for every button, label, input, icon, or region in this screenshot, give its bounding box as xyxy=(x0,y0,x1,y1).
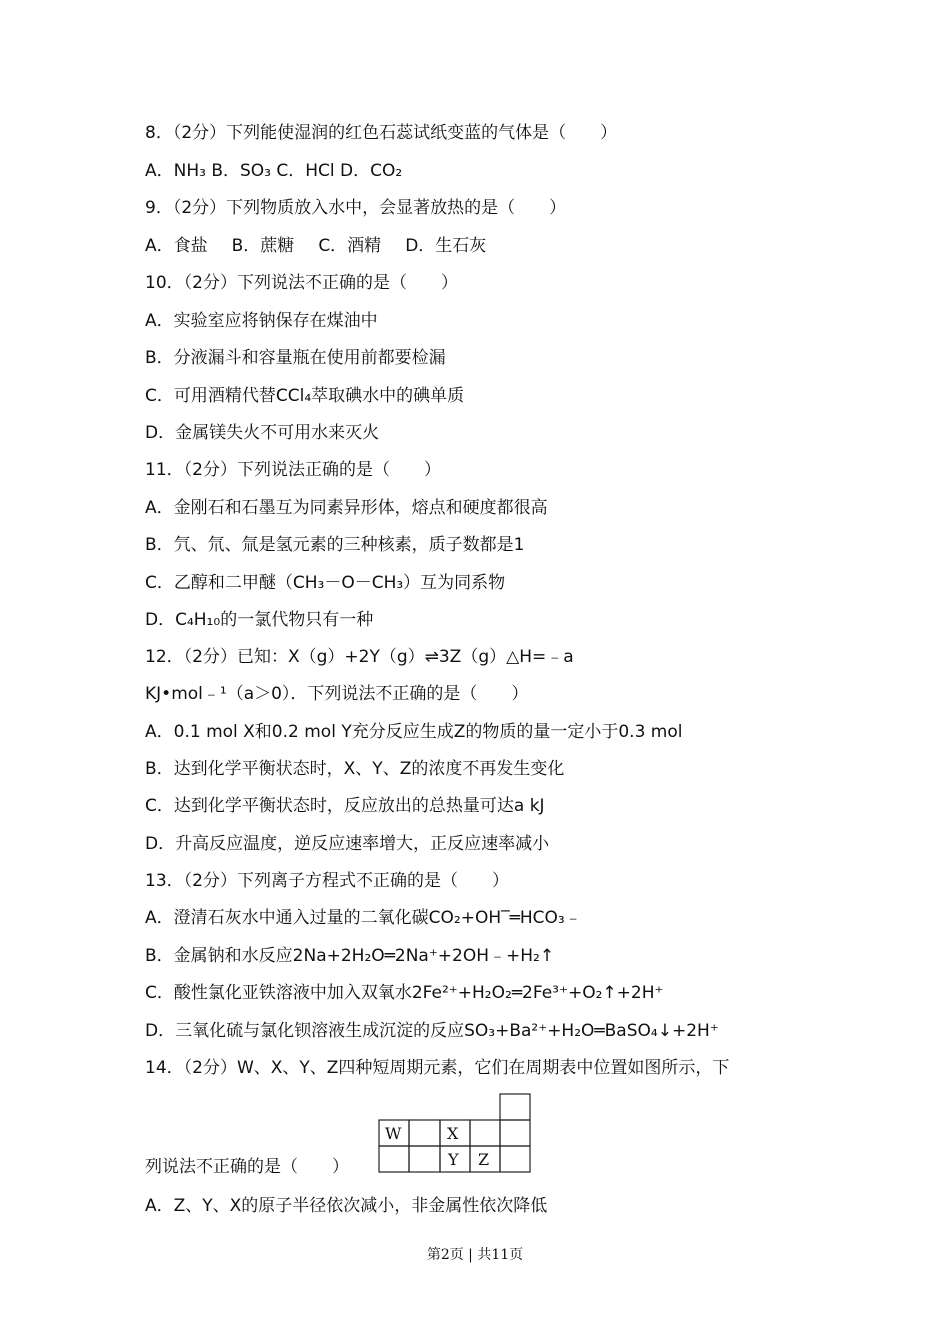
q9-options xyxy=(145,235,486,257)
element-x-label: X xyxy=(447,1124,459,1143)
q14-stem-line1: 14．（2分）W、X、Y、Z四种短周期元素，它们在周期表中位置如图所示，下 xyxy=(145,1058,730,1078)
q10-option-a: A．实验室应将钠保存在煤油中 xyxy=(145,311,378,331)
q13-option-a: A．澄清石灰水中通入过量的二氧化碳CO₂+OH‾═HCO₃﹣ xyxy=(145,908,582,928)
q12-option-a: A．0.1 mol X和0.2 mol Y充分反应生成Z的物质的量一定小于0.3 mol xyxy=(145,722,683,742)
q12-option-c: C．达到化学平衡状态时，反应放出的总热量可达a kJ xyxy=(145,796,545,816)
periodic-table-figure xyxy=(378,1093,533,1173)
q11-option-a: A．金刚石和石墨互为同素异形体，熔点和硬度都很高 xyxy=(145,498,548,518)
q13-option-b: B．金属钠和水反应2Na+2H₂O═2Na⁺+2OH﹣+H₂↑ xyxy=(145,946,555,966)
q10-option-c: C．可用酒精代替CCl₄萃取碘水中的碘单质 xyxy=(145,386,465,406)
q9-option-a: A．食盐 xyxy=(145,236,208,256)
periodic-table-grid xyxy=(378,1093,533,1173)
q9-option-c: C．酒精 xyxy=(318,236,382,256)
q12-option-b: B．达到化学平衡状态时，X、Y、Z的浓度不再发生变化 xyxy=(145,759,565,779)
q13-stem: 13．（2分）下列离子方程式不正确的是（ ） xyxy=(145,871,509,891)
q8-options: A．NH₃ B．SO₃ C．HCl D．CO₂ xyxy=(145,161,403,181)
q8-stem: 8．（2分）下列能使湿润的红色石蕊试纸变蓝的气体是（ ） xyxy=(145,123,618,143)
q14-option-a: A．Z、Y、X的原子半径依次减小，非金属性依次降低 xyxy=(145,1196,548,1216)
q13-option-d: D．三氧化硫与氯化钡溶液生成沉淀的反应SO₃+Ba²⁺+H₂O═BaSO₄↓+2H⁺ xyxy=(145,1021,719,1041)
element-y-label: Y xyxy=(448,1150,459,1169)
q12-stem-line2: KJ•mol﹣¹（a＞0）．下列说法不正确的是（ ） xyxy=(145,684,529,704)
q11-option-c: C．乙醇和二甲醚（CH₃－O－CH₃）互为同系物 xyxy=(145,573,506,593)
q13-option-c: C．酸性氯化亚铁溶液中加入双氧水2Fe²⁺+H₂O₂═2Fe³⁺+O₂↑+2H⁺ xyxy=(145,983,664,1003)
q9-option-b: B．蔗糖 xyxy=(231,236,295,256)
q9-stem: 9．（2分）下列物质放入水中，会显著放热的是（ ） xyxy=(145,198,567,218)
q11-stem: 11．（2分）下列说法正确的是（ ） xyxy=(145,460,441,480)
q11-option-b: B．氕、氘、氚是氢元素的三种核素，质子数都是1 xyxy=(145,535,525,555)
q14-stem-line2: 列说法不正确的是（ ） xyxy=(145,1157,349,1177)
page-footer: 第2页 | 共11页 xyxy=(426,1247,524,1263)
q9-option-d: D．生石灰 xyxy=(405,236,487,256)
element-z-label: Z xyxy=(478,1150,490,1169)
q12-option-d: D．升高反应温度，逆反应速率增大，正反应速率减小 xyxy=(145,834,550,854)
q11-option-d: D．C₄H₁₀的一氯代物只有一种 xyxy=(145,610,374,630)
q10-option-d: D．金属镁失火不可用水来灭火 xyxy=(145,423,380,443)
element-w-label: W xyxy=(385,1124,402,1143)
q10-stem: 10．（2分）下列说法不正确的是（ ） xyxy=(145,273,458,293)
q12-stem-line1: 12．（2分）已知：X（g）+2Y（g）⇌3Z（g）△H=﹣a xyxy=(145,647,574,667)
q10-option-b: B．分液漏斗和容量瓶在使用前都要检漏 xyxy=(145,348,446,368)
